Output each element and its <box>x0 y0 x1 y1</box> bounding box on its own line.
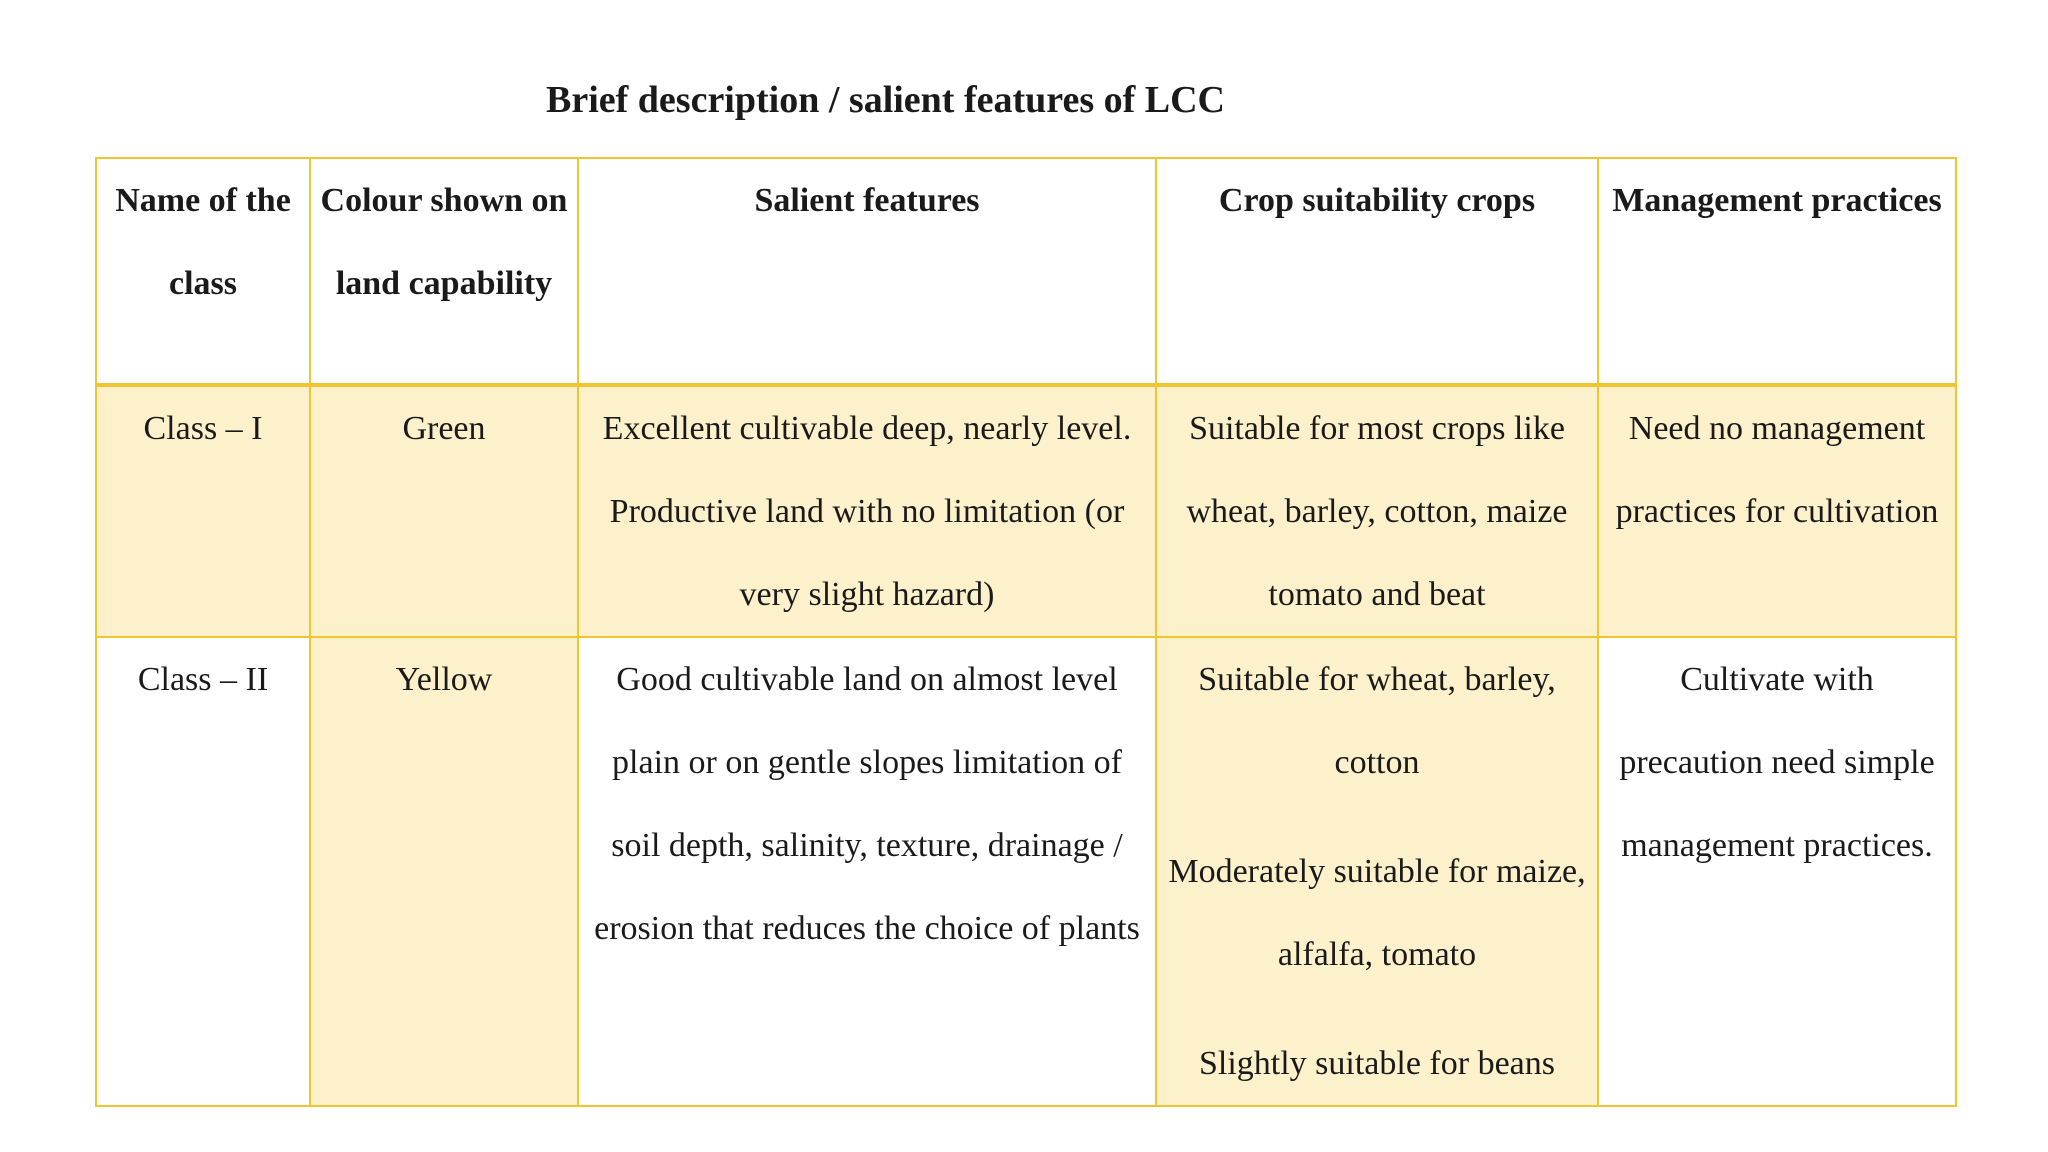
crop-suitability-text: Suitable for wheat, barley, cotton <box>1198 661 1556 781</box>
cell-class-name: Class – I <box>96 385 310 637</box>
crop-suitability-text: Moderately suitable for maize, alfalfa, tomato <box>1168 853 1586 973</box>
cell-class-name: Class – II <box>96 637 310 1106</box>
cell-crop-suitability <box>1156 637 1598 1106</box>
cell-salient-features: Excellent cultivable deep, nearly level. Productive land with no limitation (or very slight hazard) <box>578 385 1156 637</box>
header-colour-shown: Colour shown on land capability <box>310 158 578 385</box>
cell-crop-suitability <box>1156 385 1598 637</box>
header-crop-suitability: Crop suitability crops <box>1156 158 1598 385</box>
page-title: Brief description / salient features of LCC <box>546 79 1225 121</box>
cell-colour: Green <box>310 385 578 637</box>
header-salient-features: Salient features <box>578 158 1156 385</box>
table-row-class-2 <box>96 637 1956 1106</box>
header-management-practices: Management practices <box>1598 158 1956 385</box>
table-row-class-1 <box>96 385 1956 637</box>
table-header-row <box>96 158 1956 385</box>
lcc-table <box>95 157 1957 1107</box>
crop-suitability-text: Suitable for most crops like wheat, barley, cotton, maize tomato and beat <box>1186 410 1568 613</box>
crop-suitability-text: Slightly suitable for beans <box>1198 1045 1555 1082</box>
cell-colour: Yellow <box>310 637 578 1106</box>
header-name-of-class: Name of the class <box>96 158 310 385</box>
cell-management: Need no management practices for cultivation <box>1598 385 1956 637</box>
cell-salient-features: Good cultivable land on almost level plain or on gentle slopes limitation of soil depth, salinity, texture, drainage / erosion that reduces the choice of plants <box>578 637 1156 1106</box>
cell-management: Cultivate with precaution need simple management practices. <box>1598 637 1956 1106</box>
